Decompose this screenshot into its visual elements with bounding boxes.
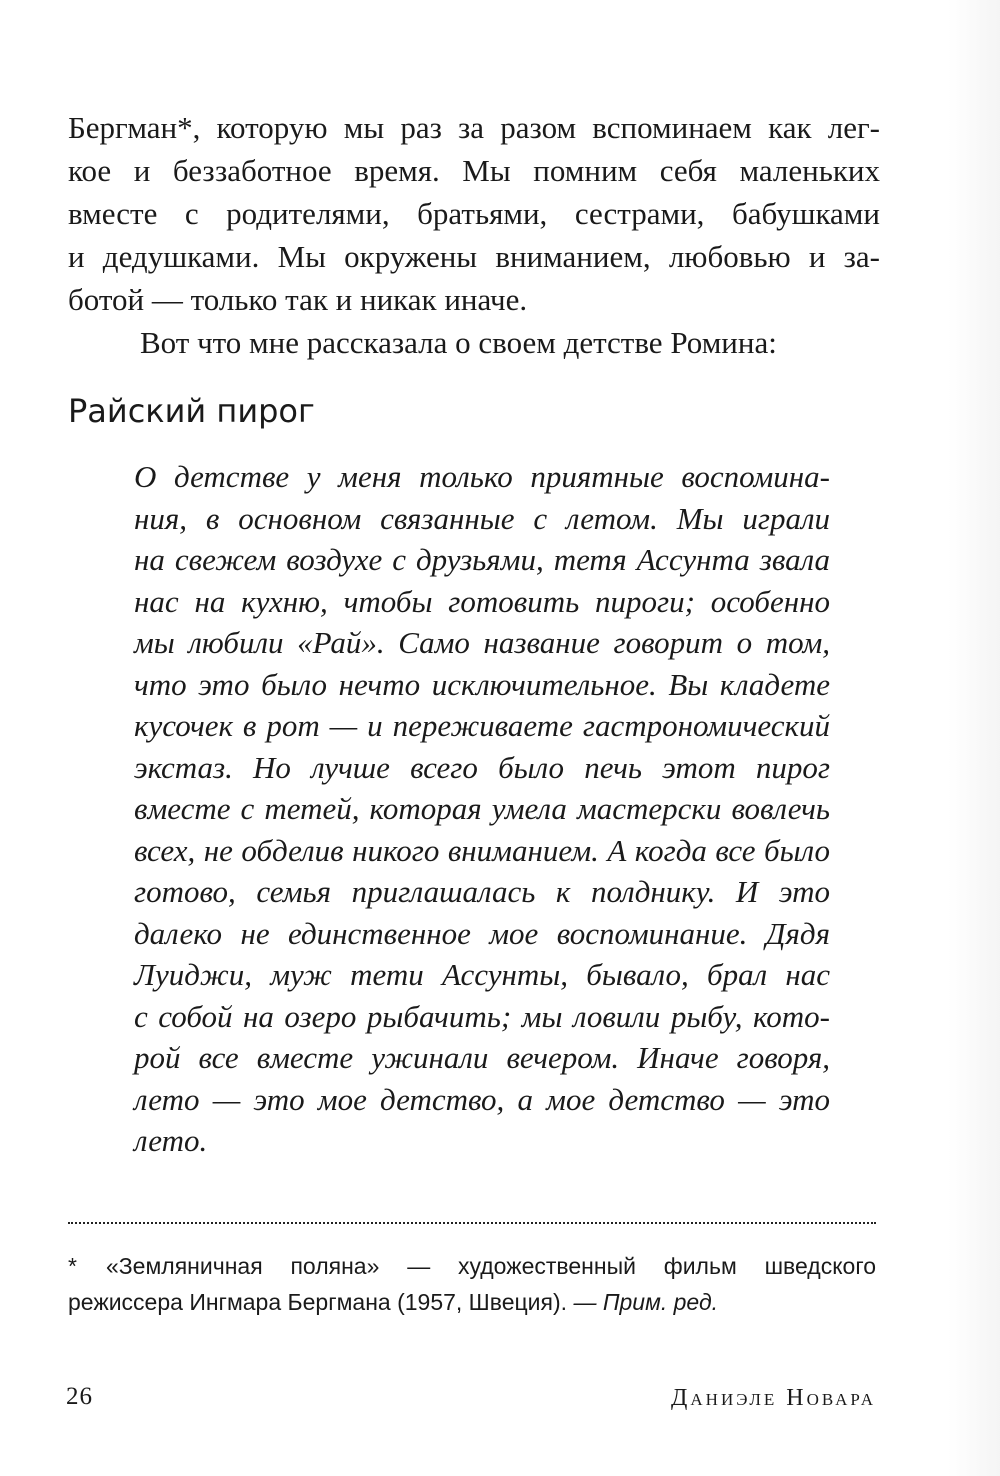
intro-paragraph [68, 106, 880, 364]
quote-line: О детстве у меня только приятные воспомина- [134, 459, 830, 494]
footnote-line [68, 1248, 876, 1284]
footnote-marker: * [68, 1253, 77, 1279]
footnote [68, 1248, 876, 1320]
lead-in-sentence: Вот что мне рассказала о своем детстве Ромина: [140, 325, 777, 360]
quote-line: вместе с тетей, которая умела мастерски вовлечь [134, 791, 830, 826]
footnote-divider [68, 1222, 876, 1224]
quote-line: лето. [134, 1123, 208, 1158]
quote-line: нас на кухню, чтобы готовить пироги; особенно [134, 583, 830, 619]
quote-line: далеко не единственное мое воспоминание. Дядя [134, 915, 830, 951]
text-line: кое и беззаботное время. Мы помним себя маленьких [68, 153, 880, 188]
page-number: 26 [66, 1383, 93, 1410]
footnote-line [68, 1284, 876, 1320]
quoted-story [134, 456, 830, 1162]
text-line: вместе с родителями, братьями, сестрами, бабушками [68, 196, 880, 231]
footnote-text: «Земляничная поляна» — художественный фильм шведского [106, 1253, 876, 1279]
quote-line: с собой на озеро рыбачить; мы ловили рыбу, кото- [134, 998, 830, 1034]
page-edge-shadow [948, 0, 1000, 1476]
footnote-text: режиссера Ингмара Бергмана (1957, Швеция). [68, 1289, 568, 1315]
quote-line: мы любили «Рай». Само название говорит о том, [134, 625, 830, 660]
quote-line: всех, не обделив никого вниманием. А когда все было [134, 832, 830, 868]
editor-note: — Прим. ред. [573, 1289, 719, 1315]
text-line: и дедушками. Мы окружены вниманием, любовью и за- [68, 239, 880, 274]
quote-line: кусочек в рот — и переживаете гастрономический [134, 708, 830, 743]
quote-line: готово, семья приглашалась к полднику. И это [134, 874, 830, 909]
quote-line: что это было нечто исключительное. Вы кладете [134, 666, 830, 702]
quote-line: лето — это мое детство, а мое детство — это [134, 1081, 830, 1117]
quote-line: рой все вместе ужинали вечером. Иначе говоря, [134, 1040, 830, 1075]
quote-line: ния, в основном связанные с летом. Мы играли [134, 500, 830, 536]
quote-line: Луиджи, муж тети Ассунты, бывало, брал нас [134, 957, 830, 992]
text-line: ботой — только так и никак иначе. [68, 282, 528, 317]
running-author: Даниэле Новара [671, 1385, 876, 1411]
quote-line: на свежем воздухе с друзьями, тетя Ассунта звала [134, 542, 830, 577]
text-line: Бергман*, которую мы раз за разом вспоминаем как лег- [68, 110, 880, 145]
section-heading: Райский пирог [68, 392, 315, 430]
quote-line: экстаз. Но лучше всего было печь этот пирог [134, 749, 830, 785]
